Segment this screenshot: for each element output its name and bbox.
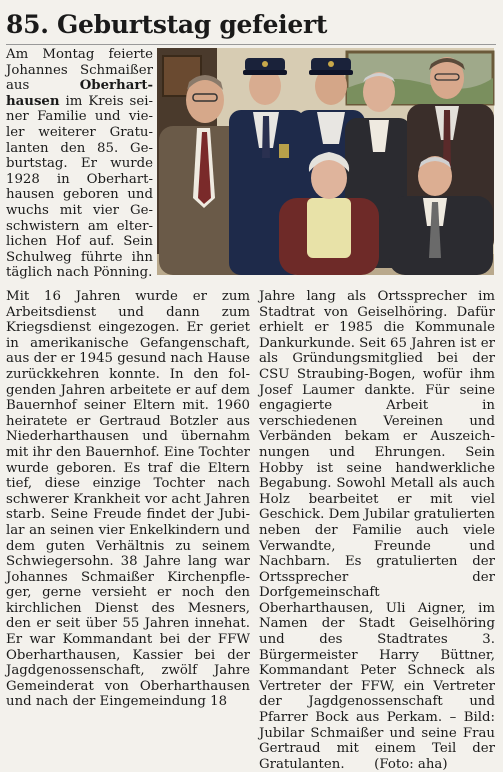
article-left-column <box>6 289 250 733</box>
intro-place: Oberharthausen <box>6 78 153 109</box>
intro-rest: im Kreis seiner Familie und vieler weiterer Gratulanten den 85. Geburtstag. Er wurde 1928 in Oberharthausen geboren und wuchs mit vier Geschwistern am elterlichen Hof auf. Sein Schulweg führte ihn täglich nach Pönning. <box>6 93 153 281</box>
article-right-column <box>259 289 495 772</box>
headline-rule <box>6 44 496 45</box>
intro-lead: Am Montag feierte Johannes Schmaißer aus <box>6 47 153 94</box>
intro-paragraph <box>6 47 153 281</box>
article-headline: 85. Geburtstag gefeiert <box>6 10 328 39</box>
left-column-text: Mit 16 Jahren wurde er zum Arbeitsdienst und dann zum Kriegsdienst eingezogen. Er geriet in amerikanische Gefangenschaft, aus der er 1945 gesund nach Hause zurückkehren konnte. In den folgenden Jahren arbeitete er auf dem Bauernhof seiner Eltern mit. 1960 heiratete er Gertraud Botzler aus Niederharthausen und übernahm mit ihr den Bauernhof. Eine Tochter wurde geboren. Es traf die Eltern tief, diese einzige Tochter nach schwerer Krankheit vor acht Jahren starb. Seine Freude findet der Jubilar an seinen vier Enkelkindern und dem guten Verhältnis zu seinem Schwiegersohn. 38 Jahre lang war Johannes Schmaißer Kirchenpfleger, gerne versieht er noch den kirchlichen Dienst des Mesners, den er seit über 55 Jahren innehat. Er war Kommandant bei der FFW Oberharthausen, Kassier bei der Jagdgenossenschaft, zwölf Jahre Gemeinderat von Oberharthausen und nach der Eingemeindung 18 <box>6 289 250 710</box>
article-intro-column <box>6 47 153 290</box>
photo-credit: (Foto: aha) <box>374 756 448 772</box>
group-photo-image <box>157 48 494 275</box>
right-column-text: Jahre lang als Ortssprecher im Stadtrat von Geiselhöring. Dafür erhielt er 1985 die Kommunale Dankurkunde. Seit 65 Jahren ist er als Gründungsmitglied bei der CSU Straubing-Bogen, wofür ihm Josef Laumer dankte. Für seine engagierte Arbeit in verschiedenen Vereinen und Verbänden bekam er Auszeichnungen und Ehrungen. Sein Hobby ist seine handwerkliche Begabung. Sowohl Metall als auch Holz bearbeitet er mit viel Geschick. Dem Jubilar gratulierten neben der Familie auch viele Verwandte, Freunde und Nachbarn. Es gratulierten der Ortssprecher der Dorfgemeinschaft Oberharthausen, Uli Aigner, im Namen der Stadt Geiselhöring und des Stadtrates 3. Bürgermeister Harry Büttner, Kommandant Peter Schneck als Vertreter der FFW, ein Vertreter der Jagdgenossenschaft und Pfarrer Bock aus Perkam. – Bild: Jubilar Schmaißer und seine Frau Gertraud mit einem Teil der Gratulanten. <box>259 289 495 772</box>
group-photo <box>157 48 494 275</box>
right-column-paragraph <box>259 289 495 772</box>
